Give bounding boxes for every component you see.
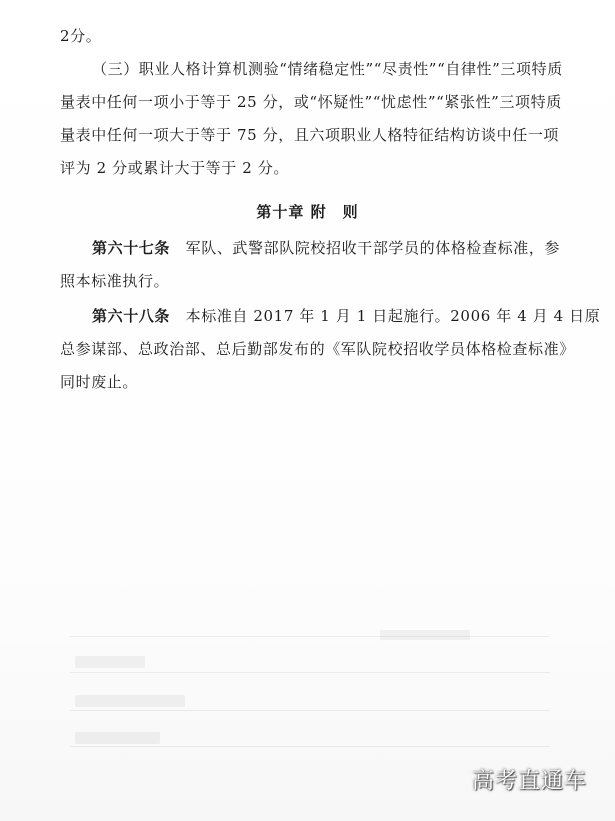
paragraph-line: 量表中任何一项小于等于 25 分，或“怀疑性”“忧虑性”“紧张性”三项特质 [60, 93, 562, 111]
article-text: 同时废止。 [60, 373, 139, 391]
article-text: 照本标准执行。 [60, 272, 170, 290]
paragraph-line: 量表中任何一项大于等于 75 分，且六项职业人格特征结构访谈中任一项 [60, 126, 560, 144]
article-text: 本标准自 2017 年 1 月 1 日起施行。2006 年 4 月 4 日原 [170, 307, 601, 325]
article-text: 军队、武警部队院校招收干部学员的体格检查标准，参 [170, 239, 561, 257]
article-label: 第六十七条 [92, 239, 171, 257]
chapter-heading: 第十章 附 则 [256, 203, 359, 221]
article-label: 第六十八条 [92, 307, 171, 325]
paragraph-line: （三）职业人格计算机测验“情绪稳定性”“尽责性”“自律性”三项特质 [92, 60, 563, 78]
watermark: 高考直通车 [471, 769, 587, 794]
continuation-line: 2分。 [60, 27, 102, 45]
article-text: 总参谋部、总政治部、总后勤部发布的《军队院校招收学员体格检查标准》 [60, 340, 575, 358]
paragraph-line: 评为 2 分或累计大于等于 2 分。 [60, 159, 289, 177]
